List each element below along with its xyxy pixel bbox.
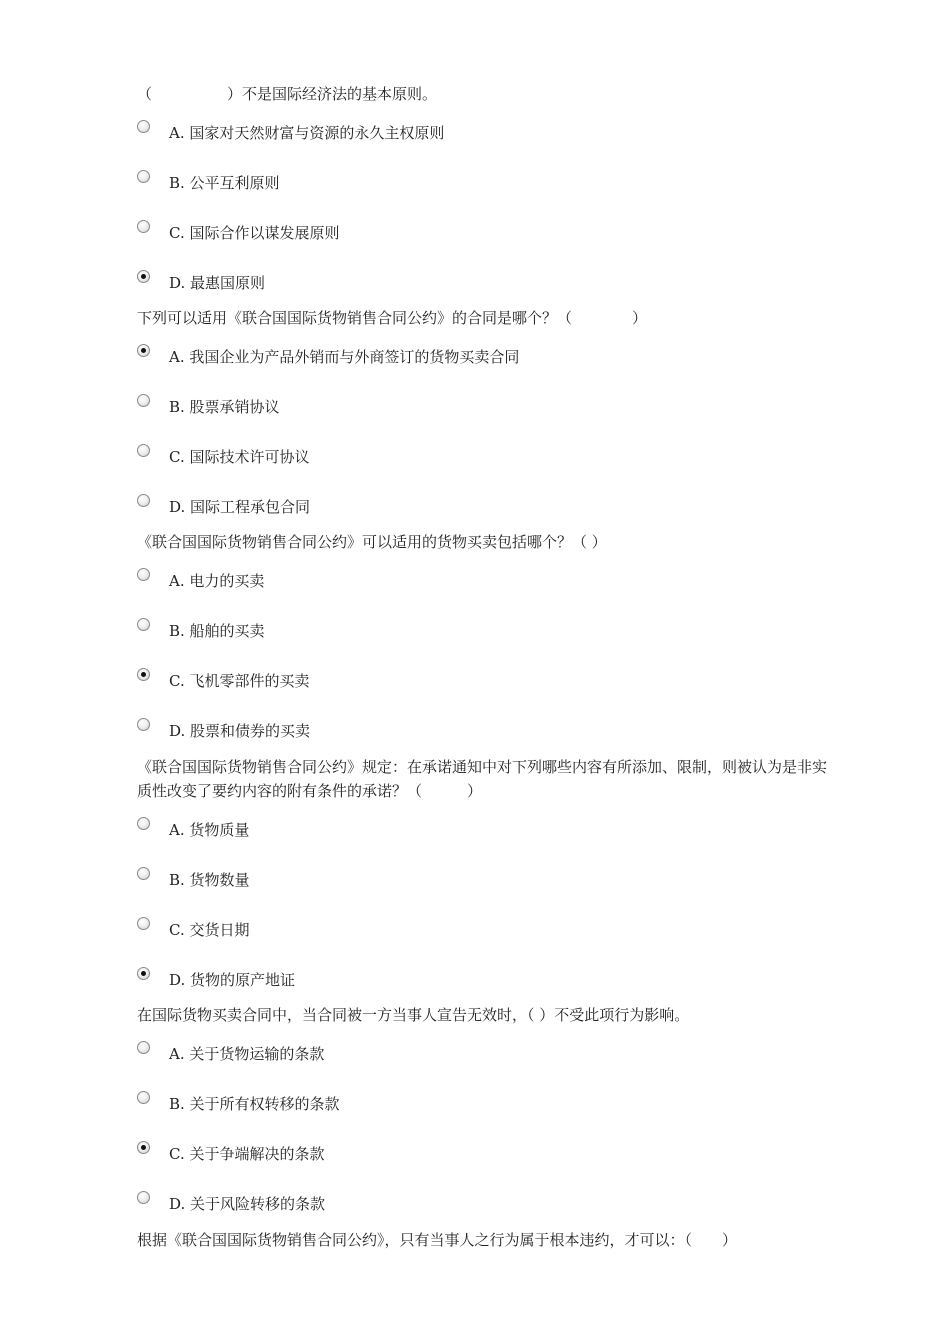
option-label: C. 国际合作以谋发展原则 [169, 224, 340, 242]
radio-button-icon[interactable] [137, 394, 150, 407]
option-label: C. 国际技术许可协议 [169, 448, 310, 466]
radio-button-checked-icon[interactable] [137, 668, 150, 681]
radio-button-icon[interactable] [137, 220, 150, 233]
option-label: B. 关于所有权转移的条款 [169, 1095, 340, 1113]
question-6-text: 根据《联合国国际货物销售合同公约》，只有当事人之行为属于根本违约，才可以：（ ） [137, 1231, 738, 1249]
question-3-option-a[interactable] [137, 568, 737, 594]
radio-button-icon[interactable] [137, 917, 150, 930]
option-label: B. 公平互利原则 [169, 174, 280, 192]
question-1-text: （ ）不是国际经济法的基本原则。 [137, 85, 438, 103]
radio-button-icon[interactable] [137, 1191, 150, 1204]
question-5-option-a[interactable] [137, 1041, 737, 1067]
radio-button-icon[interactable] [137, 1041, 150, 1054]
radio-button-checked-icon[interactable] [137, 344, 150, 357]
option-label: A. 货物质量 [169, 821, 250, 839]
radio-button-icon[interactable] [137, 568, 150, 581]
radio-button-icon[interactable] [137, 817, 150, 830]
option-label: A. 关于货物运输的条款 [169, 1045, 325, 1063]
option-label: C. 飞机零部件的买卖 [169, 672, 310, 690]
question-1-option-a[interactable] [137, 120, 737, 146]
option-label: D. 国际工程承包合同 [169, 498, 311, 516]
question-3-option-b[interactable] [137, 618, 737, 644]
question-1-option-d[interactable] [137, 270, 737, 296]
question-5-option-d[interactable] [137, 1191, 737, 1217]
radio-button-icon[interactable] [137, 494, 150, 507]
question-4-option-a[interactable] [137, 817, 737, 843]
radio-button-icon[interactable] [137, 718, 150, 731]
question-2-text: 下列可以适用《联合国国际货物销售合同公约》的合同是哪个？（ ） [137, 309, 648, 327]
question-3-option-c[interactable] [137, 668, 737, 694]
question-4-option-d[interactable] [137, 967, 737, 993]
question-5-option-b[interactable] [137, 1091, 737, 1117]
option-label: B. 股票承销协议 [169, 398, 280, 416]
question-2-option-a[interactable] [137, 344, 737, 370]
question-1-option-c[interactable] [137, 220, 737, 246]
option-label: C. 交货日期 [169, 921, 250, 939]
question-5-text: 在国际货物买卖合同中，当合同被一方当事人宣告无效时，（ ）不受此项行为影响。 [137, 1006, 690, 1024]
radio-button-icon[interactable] [137, 444, 150, 457]
radio-button-icon[interactable] [137, 1091, 150, 1104]
question-1-option-b[interactable] [137, 170, 737, 196]
option-label: D. 最惠国原则 [169, 274, 266, 292]
question-3-option-d[interactable] [137, 718, 737, 744]
radio-button-icon[interactable] [137, 867, 150, 880]
radio-button-icon[interactable] [137, 618, 150, 631]
radio-button-checked-icon[interactable] [137, 1141, 150, 1154]
option-label: D. 股票和债券的买卖 [169, 722, 311, 740]
question-4-option-c[interactable] [137, 917, 737, 943]
radio-button-checked-icon[interactable] [137, 967, 150, 980]
option-label: A. 电力的买卖 [169, 572, 265, 590]
question-2-option-b[interactable] [137, 394, 737, 420]
radio-button-icon[interactable] [137, 120, 150, 133]
option-label: B. 船舶的买卖 [169, 622, 265, 640]
question-4-text: 《联合国国际货物销售合同公约》规定：在承诺通知中对下列哪些内容有所添加、限制，则被认为是非实质性改变了要约内容的附有条件的承诺？（ ） [137, 758, 828, 800]
question-5-option-c[interactable] [137, 1141, 737, 1167]
option-label: A. 我国企业为产品外销而与外商签订的货物买卖合同 [169, 348, 520, 366]
question-2-option-c[interactable] [137, 444, 737, 470]
radio-button-icon[interactable] [137, 170, 150, 183]
option-label: B. 货物数量 [169, 871, 250, 889]
question-2-option-d[interactable] [137, 494, 737, 520]
question-3-text: 《联合国国际货物销售合同公约》可以适用的货物买卖包括哪个？（ ） [137, 533, 607, 551]
option-label: C. 关于争端解决的条款 [169, 1145, 325, 1163]
option-label: D. 关于风险转移的条款 [169, 1195, 326, 1213]
question-4-option-b[interactable] [137, 867, 737, 893]
option-label: D. 货物的原产地证 [169, 971, 296, 989]
radio-button-checked-icon[interactable] [137, 270, 150, 283]
option-label: A. 国家对天然财富与资源的永久主权原则 [169, 124, 445, 142]
